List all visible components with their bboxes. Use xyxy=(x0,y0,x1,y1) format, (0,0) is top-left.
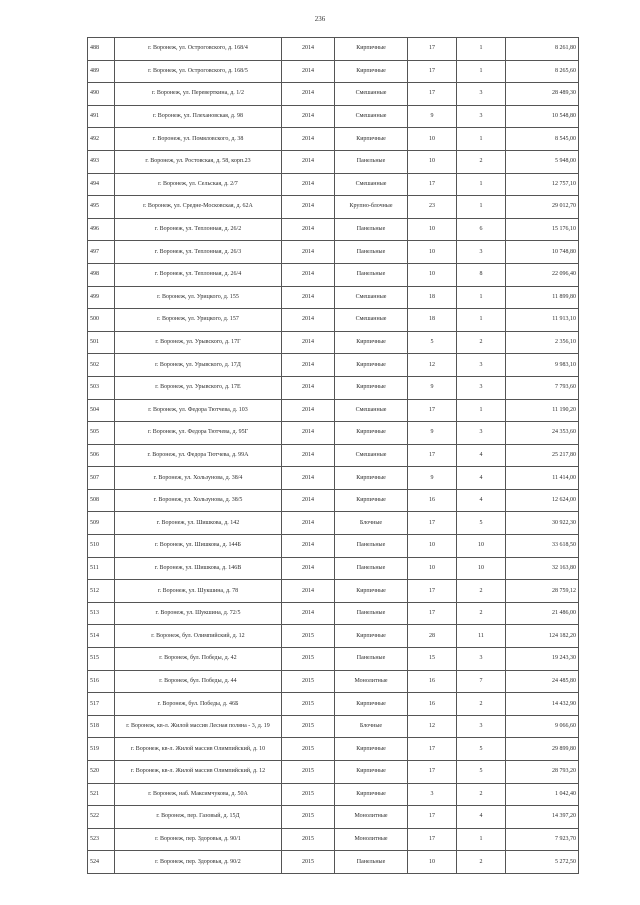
year-cell: 2014 xyxy=(282,535,335,558)
area-cell: 1 042,40 xyxy=(506,783,579,806)
wall-material-cell: Монолитные xyxy=(335,806,408,829)
table-row xyxy=(88,173,579,196)
year-cell: 2014 xyxy=(282,218,335,241)
table-row xyxy=(88,241,579,264)
table-row xyxy=(88,715,579,738)
wall-material-cell: Кирпичные xyxy=(335,128,408,151)
table-row xyxy=(88,38,579,61)
wall-material-cell: Кирпичные xyxy=(335,761,408,784)
row-number: 488 xyxy=(88,38,115,61)
floors-cell: 17 xyxy=(408,512,457,535)
area-cell: 28 759,12 xyxy=(506,580,579,603)
table-row xyxy=(88,354,579,377)
area-cell: 8 265,60 xyxy=(506,60,579,83)
floors-cell: 9 xyxy=(408,105,457,128)
table-row xyxy=(88,783,579,806)
entrances-cell: 3 xyxy=(457,648,506,671)
housing-registry-table xyxy=(87,37,579,874)
entrances-cell: 5 xyxy=(457,512,506,535)
entrances-cell: 6 xyxy=(457,218,506,241)
address-cell: г. Воронеж, ул. Шишкова, д. 146В xyxy=(115,557,282,580)
floors-cell: 17 xyxy=(408,580,457,603)
row-number: 523 xyxy=(88,828,115,851)
year-cell: 2014 xyxy=(282,309,335,332)
table-row xyxy=(88,738,579,761)
year-cell: 2015 xyxy=(282,761,335,784)
floors-cell: 9 xyxy=(408,422,457,445)
address-cell: г. Воронеж, ул. Урывского, д. 17Д xyxy=(115,354,282,377)
floors-cell: 23 xyxy=(408,196,457,219)
address-cell: г. Воронеж, ул. Теплонная, д. 26/2 xyxy=(115,218,282,241)
area-cell: 11 190,20 xyxy=(506,399,579,422)
address-cell: г. Воронеж, ул. Остроговского, д. 168/4 xyxy=(115,38,282,61)
year-cell: 2014 xyxy=(282,512,335,535)
entrances-cell: 1 xyxy=(457,60,506,83)
table-row xyxy=(88,851,579,874)
address-cell: г. Воронеж, бул. Победы, д. 42 xyxy=(115,648,282,671)
entrances-cell: 2 xyxy=(457,693,506,716)
row-number: 524 xyxy=(88,851,115,874)
year-cell: 2015 xyxy=(282,806,335,829)
year-cell: 2014 xyxy=(282,376,335,399)
table-row xyxy=(88,670,579,693)
floors-cell: 12 xyxy=(408,715,457,738)
year-cell: 2014 xyxy=(282,422,335,445)
area-cell: 24 485,80 xyxy=(506,670,579,693)
floors-cell: 17 xyxy=(408,399,457,422)
year-cell: 2015 xyxy=(282,715,335,738)
table-row xyxy=(88,150,579,173)
table-row xyxy=(88,60,579,83)
area-cell: 24 353,60 xyxy=(506,422,579,445)
table-row xyxy=(88,286,579,309)
wall-material-cell: Смешанные xyxy=(335,286,408,309)
wall-material-cell: Кирпичные xyxy=(335,38,408,61)
floors-cell: 28 xyxy=(408,625,457,648)
address-cell: г. Воронеж, ул. Теплонная, д. 26/4 xyxy=(115,263,282,286)
floors-cell: 5 xyxy=(408,331,457,354)
wall-material-cell: Блочные xyxy=(335,512,408,535)
year-cell: 2014 xyxy=(282,467,335,490)
table-row xyxy=(88,376,579,399)
row-number: 493 xyxy=(88,150,115,173)
table-body xyxy=(88,38,579,874)
area-cell: 7 793,60 xyxy=(506,376,579,399)
wall-material-cell: Панельные xyxy=(335,241,408,264)
row-number: 502 xyxy=(88,354,115,377)
address-cell: г. Воронеж, ул. Теплонная, д. 26/3 xyxy=(115,241,282,264)
year-cell: 2014 xyxy=(282,241,335,264)
table-row xyxy=(88,828,579,851)
row-number: 518 xyxy=(88,715,115,738)
wall-material-cell: Смешанные xyxy=(335,83,408,106)
floors-cell: 16 xyxy=(408,693,457,716)
table-row xyxy=(88,196,579,219)
area-cell: 22 096,40 xyxy=(506,263,579,286)
wall-material-cell: Панельные xyxy=(335,557,408,580)
row-number: 506 xyxy=(88,444,115,467)
row-number: 515 xyxy=(88,648,115,671)
floors-cell: 17 xyxy=(408,444,457,467)
year-cell: 2015 xyxy=(282,738,335,761)
year-cell: 2014 xyxy=(282,286,335,309)
area-cell: 28 489,30 xyxy=(506,83,579,106)
entrances-cell: 1 xyxy=(457,309,506,332)
entrances-cell: 4 xyxy=(457,489,506,512)
wall-material-cell: Крупно-блочные xyxy=(335,196,408,219)
address-cell: г. Воронеж, бул. Олимпийский, д. 12 xyxy=(115,625,282,648)
table-row xyxy=(88,535,579,558)
table-row xyxy=(88,218,579,241)
row-number: 513 xyxy=(88,602,115,625)
row-number: 505 xyxy=(88,422,115,445)
floors-cell: 16 xyxy=(408,489,457,512)
table-row xyxy=(88,422,579,445)
area-cell: 21 486,00 xyxy=(506,602,579,625)
wall-material-cell: Кирпичные xyxy=(335,738,408,761)
wall-material-cell: Кирпичные xyxy=(335,354,408,377)
area-cell: 28 793,20 xyxy=(506,761,579,784)
entrances-cell: 3 xyxy=(457,105,506,128)
year-cell: 2015 xyxy=(282,851,335,874)
area-cell: 8 545,00 xyxy=(506,128,579,151)
table-row xyxy=(88,105,579,128)
table-row xyxy=(88,399,579,422)
year-cell: 2015 xyxy=(282,828,335,851)
row-number: 504 xyxy=(88,399,115,422)
area-cell: 9 983,10 xyxy=(506,354,579,377)
row-number: 497 xyxy=(88,241,115,264)
year-cell: 2014 xyxy=(282,128,335,151)
row-number: 516 xyxy=(88,670,115,693)
entrances-cell: 2 xyxy=(457,580,506,603)
address-cell: г. Воронеж, ул. Помяловского, д. 38 xyxy=(115,128,282,151)
wall-material-cell: Панельные xyxy=(335,602,408,625)
entrances-cell: 3 xyxy=(457,354,506,377)
entrances-cell: 1 xyxy=(457,173,506,196)
year-cell: 2014 xyxy=(282,38,335,61)
wall-material-cell: Смешанные xyxy=(335,444,408,467)
entrances-cell: 1 xyxy=(457,128,506,151)
row-number: 492 xyxy=(88,128,115,151)
address-cell: г. Воронеж, ул. Средне-Московская, д. 62А xyxy=(115,196,282,219)
table-row xyxy=(88,580,579,603)
floors-cell: 17 xyxy=(408,738,457,761)
address-cell: г. Воронеж, ул. Сельская, д. 2/7 xyxy=(115,173,282,196)
entrances-cell: 3 xyxy=(457,422,506,445)
address-cell: г. Воронеж, кв-л. Жилой массив Олимпийский, д. 10 xyxy=(115,738,282,761)
wall-material-cell: Смешанные xyxy=(335,105,408,128)
floors-cell: 17 xyxy=(408,60,457,83)
area-cell: 11 899,80 xyxy=(506,286,579,309)
year-cell: 2014 xyxy=(282,83,335,106)
row-number: 521 xyxy=(88,783,115,806)
table-row xyxy=(88,512,579,535)
floors-cell: 17 xyxy=(408,173,457,196)
address-cell: г. Воронеж, ул. Хользунова, д. 38/4 xyxy=(115,467,282,490)
wall-material-cell: Кирпичные xyxy=(335,783,408,806)
wall-material-cell: Панельные xyxy=(335,851,408,874)
row-number: 519 xyxy=(88,738,115,761)
year-cell: 2014 xyxy=(282,399,335,422)
entrances-cell: 2 xyxy=(457,783,506,806)
entrances-cell: 11 xyxy=(457,625,506,648)
table-row xyxy=(88,557,579,580)
row-number: 500 xyxy=(88,309,115,332)
area-cell: 8 261,80 xyxy=(506,38,579,61)
address-cell: г. Воронеж, ул. Остроговского, д. 168/5 xyxy=(115,60,282,83)
wall-material-cell: Кирпичные xyxy=(335,376,408,399)
address-cell: г. Воронеж, кв-л. Жилой массив Лесная поляна - 3, д. 19 xyxy=(115,715,282,738)
wall-material-cell: Смешанные xyxy=(335,399,408,422)
year-cell: 2014 xyxy=(282,196,335,219)
year-cell: 2014 xyxy=(282,580,335,603)
row-number: 503 xyxy=(88,376,115,399)
floors-cell: 10 xyxy=(408,218,457,241)
row-number: 489 xyxy=(88,60,115,83)
row-number: 495 xyxy=(88,196,115,219)
wall-material-cell: Панельные xyxy=(335,648,408,671)
floors-cell: 17 xyxy=(408,602,457,625)
floors-cell: 17 xyxy=(408,828,457,851)
floors-cell: 10 xyxy=(408,535,457,558)
wall-material-cell: Кирпичные xyxy=(335,625,408,648)
wall-material-cell: Кирпичные xyxy=(335,422,408,445)
wall-material-cell: Монолитные xyxy=(335,828,408,851)
entrances-cell: 1 xyxy=(457,828,506,851)
entrances-cell: 7 xyxy=(457,670,506,693)
page-number: 236 xyxy=(314,15,326,23)
floors-cell: 15 xyxy=(408,648,457,671)
year-cell: 2014 xyxy=(282,263,335,286)
area-cell: 30 922,30 xyxy=(506,512,579,535)
entrances-cell: 10 xyxy=(457,535,506,558)
address-cell: г. Воронеж, ул. Урицкого, д. 155 xyxy=(115,286,282,309)
area-cell: 11 913,10 xyxy=(506,309,579,332)
row-number: 490 xyxy=(88,83,115,106)
area-cell: 12 757,10 xyxy=(506,173,579,196)
year-cell: 2014 xyxy=(282,602,335,625)
year-cell: 2014 xyxy=(282,105,335,128)
floors-cell: 10 xyxy=(408,557,457,580)
row-number: 496 xyxy=(88,218,115,241)
wall-material-cell: Кирпичные xyxy=(335,467,408,490)
row-number: 494 xyxy=(88,173,115,196)
area-cell: 5 272,50 xyxy=(506,851,579,874)
area-cell: 14 397,20 xyxy=(506,806,579,829)
entrances-cell: 1 xyxy=(457,286,506,309)
row-number: 498 xyxy=(88,263,115,286)
wall-material-cell: Смешанные xyxy=(335,173,408,196)
row-number: 508 xyxy=(88,489,115,512)
wall-material-cell: Кирпичные xyxy=(335,580,408,603)
area-cell: 10 748,80 xyxy=(506,241,579,264)
address-cell: г. Воронеж, ул. Шукшина, д. 78 xyxy=(115,580,282,603)
year-cell: 2014 xyxy=(282,150,335,173)
year-cell: 2014 xyxy=(282,557,335,580)
floors-cell: 17 xyxy=(408,83,457,106)
year-cell: 2014 xyxy=(282,354,335,377)
year-cell: 2015 xyxy=(282,625,335,648)
row-number: 491 xyxy=(88,105,115,128)
wall-material-cell: Монолитные xyxy=(335,670,408,693)
wall-material-cell: Панельные xyxy=(335,218,408,241)
table-row xyxy=(88,625,579,648)
year-cell: 2014 xyxy=(282,331,335,354)
entrances-cell: 1 xyxy=(457,196,506,219)
table-row xyxy=(88,331,579,354)
table-row xyxy=(88,263,579,286)
table-row xyxy=(88,648,579,671)
year-cell: 2015 xyxy=(282,670,335,693)
year-cell: 2014 xyxy=(282,60,335,83)
area-cell: 2 356,10 xyxy=(506,331,579,354)
address-cell: г. Воронеж, пер. Газовый, д. 15Д xyxy=(115,806,282,829)
year-cell: 2015 xyxy=(282,693,335,716)
area-cell: 5 948,00 xyxy=(506,150,579,173)
floors-cell: 10 xyxy=(408,128,457,151)
wall-material-cell: Кирпичные xyxy=(335,331,408,354)
floors-cell: 9 xyxy=(408,376,457,399)
year-cell: 2015 xyxy=(282,648,335,671)
row-number: 510 xyxy=(88,535,115,558)
address-cell: г. Воронеж, ул. Ростовская, д. 58, корп.23 xyxy=(115,150,282,173)
area-cell: 11 414,00 xyxy=(506,467,579,490)
table-row xyxy=(88,806,579,829)
floors-cell: 17 xyxy=(408,806,457,829)
area-cell: 25 217,80 xyxy=(506,444,579,467)
wall-material-cell: Смешанные xyxy=(335,309,408,332)
area-cell: 14 432,90 xyxy=(506,693,579,716)
area-cell: 124 182,20 xyxy=(506,625,579,648)
table-row xyxy=(88,693,579,716)
entrances-cell: 3 xyxy=(457,83,506,106)
entrances-cell: 1 xyxy=(457,38,506,61)
address-cell: г. Воронеж, ул. Урывского, д. 17Г xyxy=(115,331,282,354)
floors-cell: 10 xyxy=(408,851,457,874)
entrances-cell: 4 xyxy=(457,444,506,467)
entrances-cell: 10 xyxy=(457,557,506,580)
wall-material-cell: Панельные xyxy=(335,150,408,173)
address-cell: г. Воронеж, ул. Шишкова, д. 142 xyxy=(115,512,282,535)
row-number: 522 xyxy=(88,806,115,829)
entrances-cell: 2 xyxy=(457,150,506,173)
area-cell: 15 176,10 xyxy=(506,218,579,241)
address-cell: г. Воронеж, ул. Федора Тютчева, д. 99А xyxy=(115,444,282,467)
row-number: 501 xyxy=(88,331,115,354)
address-cell: г. Воронеж, наб. Максимчукова, д. 50А xyxy=(115,783,282,806)
floors-cell: 10 xyxy=(408,263,457,286)
table-row xyxy=(88,128,579,151)
address-cell: г. Воронеж, пер. Здоровья, д. 90/1 xyxy=(115,828,282,851)
floors-cell: 18 xyxy=(408,286,457,309)
address-cell: г. Воронеж, ул. Урывского, д. 17Е xyxy=(115,376,282,399)
row-number: 512 xyxy=(88,580,115,603)
address-cell: г. Воронеж, ул. Шишкова, д. 144Б xyxy=(115,535,282,558)
wall-material-cell: Панельные xyxy=(335,535,408,558)
area-cell: 10 548,80 xyxy=(506,105,579,128)
address-cell: г. Воронеж, ул. Шукшина, д. 72/5 xyxy=(115,602,282,625)
entrances-cell: 2 xyxy=(457,851,506,874)
floors-cell: 9 xyxy=(408,467,457,490)
table-row xyxy=(88,467,579,490)
row-number: 514 xyxy=(88,625,115,648)
row-number: 507 xyxy=(88,467,115,490)
floors-cell: 12 xyxy=(408,354,457,377)
address-cell: г. Воронеж, кв-л. Жилой массив Олимпийский, д. 12 xyxy=(115,761,282,784)
row-number: 509 xyxy=(88,512,115,535)
entrances-cell: 2 xyxy=(457,602,506,625)
area-cell: 9 066,60 xyxy=(506,715,579,738)
area-cell: 7 923,70 xyxy=(506,828,579,851)
address-cell: г. Воронеж, ул. Федора Тютчева, д. 95Г xyxy=(115,422,282,445)
wall-material-cell: Кирпичные xyxy=(335,60,408,83)
year-cell: 2014 xyxy=(282,489,335,512)
floors-cell: 17 xyxy=(408,38,457,61)
table-row xyxy=(88,83,579,106)
entrances-cell: 5 xyxy=(457,761,506,784)
address-cell: г. Воронеж, ул. Хользунова, д. 38/5 xyxy=(115,489,282,512)
floors-cell: 18 xyxy=(408,309,457,332)
entrances-cell: 4 xyxy=(457,806,506,829)
table-row xyxy=(88,761,579,784)
floors-cell: 17 xyxy=(408,761,457,784)
entrances-cell: 1 xyxy=(457,399,506,422)
table-row xyxy=(88,602,579,625)
entrances-cell: 3 xyxy=(457,715,506,738)
address-cell: г. Воронеж, бул. Победы, д. 46Б xyxy=(115,693,282,716)
area-cell: 33 618,50 xyxy=(506,535,579,558)
address-cell: г. Воронеж, ул. Федора Тютчева, д. 103 xyxy=(115,399,282,422)
address-cell: г. Воронеж, ул. Плехановская, д. 98 xyxy=(115,105,282,128)
area-cell: 19 243,30 xyxy=(506,648,579,671)
wall-material-cell: Панельные xyxy=(335,263,408,286)
table-row xyxy=(88,444,579,467)
address-cell: г. Воронеж, ул. Урицкого, д. 157 xyxy=(115,309,282,332)
entrances-cell: 5 xyxy=(457,738,506,761)
entrances-cell: 8 xyxy=(457,263,506,286)
area-cell: 29 899,80 xyxy=(506,738,579,761)
floors-cell: 3 xyxy=(408,783,457,806)
area-cell: 12 624,00 xyxy=(506,489,579,512)
entrances-cell: 2 xyxy=(457,331,506,354)
entrances-cell: 3 xyxy=(457,376,506,399)
floors-cell: 16 xyxy=(408,670,457,693)
year-cell: 2014 xyxy=(282,173,335,196)
row-number: 517 xyxy=(88,693,115,716)
table-row xyxy=(88,489,579,512)
wall-material-cell: Кирпичные xyxy=(335,693,408,716)
address-cell: г. Воронеж, ул. Переверткина, д. 1/2 xyxy=(115,83,282,106)
address-cell: г. Воронеж, пер. Здоровья, д. 90/2 xyxy=(115,851,282,874)
year-cell: 2014 xyxy=(282,444,335,467)
floors-cell: 10 xyxy=(408,150,457,173)
entrances-cell: 4 xyxy=(457,467,506,490)
year-cell: 2015 xyxy=(282,783,335,806)
wall-material-cell: Блочные xyxy=(335,715,408,738)
entrances-cell: 3 xyxy=(457,241,506,264)
wall-material-cell: Кирпичные xyxy=(335,489,408,512)
row-number: 520 xyxy=(88,761,115,784)
address-cell: г. Воронеж, бул. Победы, д. 44 xyxy=(115,670,282,693)
floors-cell: 10 xyxy=(408,241,457,264)
table-row xyxy=(88,309,579,332)
area-cell: 29 012,70 xyxy=(506,196,579,219)
row-number: 499 xyxy=(88,286,115,309)
area-cell: 32 163,80 xyxy=(506,557,579,580)
row-number: 511 xyxy=(88,557,115,580)
